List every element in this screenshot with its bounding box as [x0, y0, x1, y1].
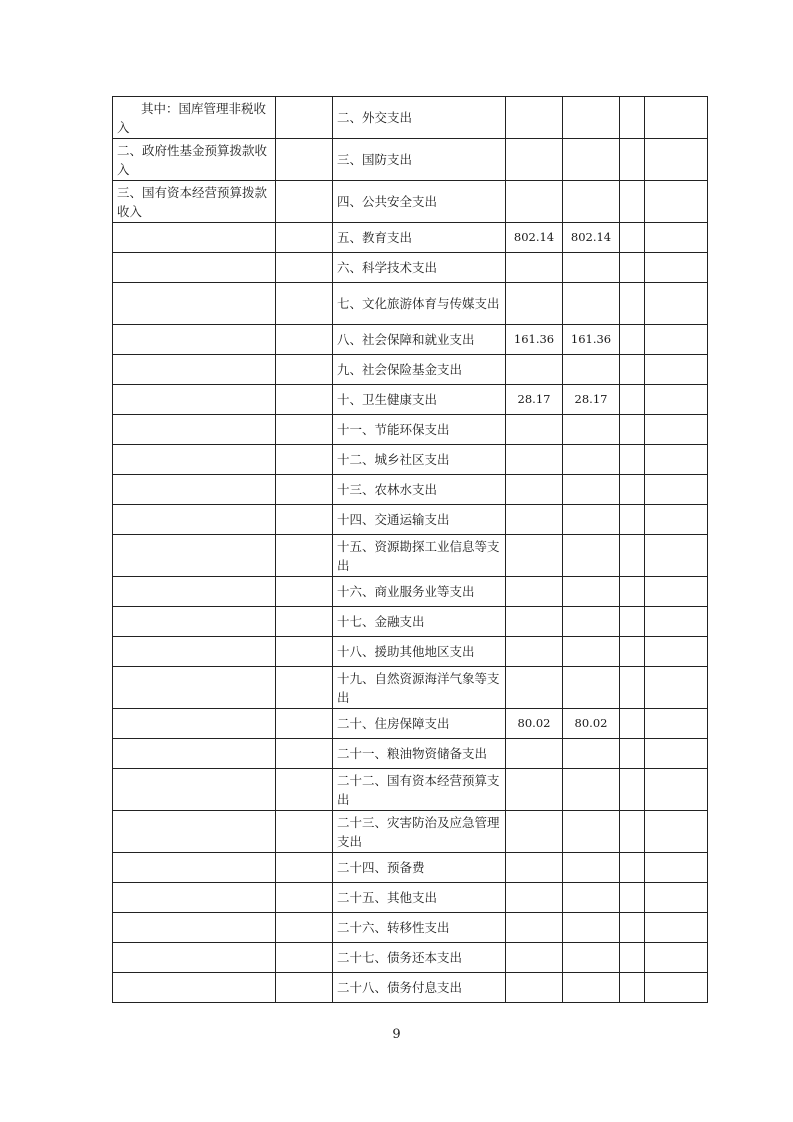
income-item [113, 607, 276, 637]
expense-col7 [645, 853, 708, 883]
expense-total: 28.17 [506, 385, 563, 415]
income-item [113, 883, 276, 913]
table-row [113, 385, 708, 415]
expense-col6 [620, 769, 645, 811]
expense-total [506, 811, 563, 853]
income-item [113, 973, 276, 1003]
table-row [113, 415, 708, 445]
expense-total [506, 355, 563, 385]
table-row [113, 181, 708, 223]
expense-item: 十一、节能环保支出 [333, 415, 506, 445]
expense-col6 [620, 385, 645, 415]
expense-item: 五、教育支出 [333, 223, 506, 253]
income-item [113, 739, 276, 769]
table-row [113, 475, 708, 505]
expense-general-budget [563, 637, 620, 667]
income-item: 三、国有资本经营预算拨款收入 [113, 181, 276, 223]
expense-general-budget [563, 415, 620, 445]
expense-general-budget [563, 739, 620, 769]
table-row [113, 535, 708, 577]
table-row [113, 853, 708, 883]
expense-item: 三、国防支出 [333, 139, 506, 181]
expense-col6 [620, 445, 645, 475]
expense-col6 [620, 973, 645, 1003]
expense-total [506, 943, 563, 973]
expense-col7 [645, 769, 708, 811]
expense-general-budget [563, 667, 620, 709]
table-row [113, 283, 708, 325]
income-amount [276, 223, 333, 253]
income-amount [276, 739, 333, 769]
expense-col7 [645, 139, 708, 181]
income-item [113, 253, 276, 283]
expense-col7 [645, 325, 708, 355]
expense-total: 161.36 [506, 325, 563, 355]
expense-col6 [620, 253, 645, 283]
expense-general-budget [563, 445, 620, 475]
expense-col7 [645, 739, 708, 769]
expense-col7 [645, 475, 708, 505]
expense-col7 [645, 973, 708, 1003]
income-amount [276, 853, 333, 883]
income-amount [276, 475, 333, 505]
expense-col7 [645, 283, 708, 325]
expense-item: 二十七、债务还本支出 [333, 943, 506, 973]
expense-general-budget [563, 811, 620, 853]
income-amount [276, 139, 333, 181]
expense-col7 [645, 607, 708, 637]
expense-item: 二十八、债务付息支出 [333, 973, 506, 1003]
expense-col6 [620, 139, 645, 181]
expense-total [506, 535, 563, 577]
expense-general-budget [563, 607, 620, 637]
expense-general-budget [563, 355, 620, 385]
expense-general-budget [563, 973, 620, 1003]
expense-col6 [620, 97, 645, 139]
income-item [113, 355, 276, 385]
income-item [113, 577, 276, 607]
table-row [113, 445, 708, 475]
expense-total [506, 913, 563, 943]
expense-total [506, 883, 563, 913]
income-amount [276, 667, 333, 709]
income-amount [276, 637, 333, 667]
table-row [113, 973, 708, 1003]
expense-item: 四、公共安全支出 [333, 181, 506, 223]
expense-total [506, 475, 563, 505]
expense-col6 [620, 853, 645, 883]
expense-col6 [620, 577, 645, 607]
expense-item: 二十、住房保障支出 [333, 709, 506, 739]
expense-total [506, 505, 563, 535]
expense-general-budget [563, 883, 620, 913]
expense-col6 [620, 325, 645, 355]
expense-col7 [645, 709, 708, 739]
income-item: 其中：国库管理非税收入 [113, 97, 276, 139]
table-row [113, 637, 708, 667]
expense-col7 [645, 445, 708, 475]
income-amount [276, 325, 333, 355]
expense-col7 [645, 667, 708, 709]
expense-item: 二十四、预备费 [333, 853, 506, 883]
income-amount [276, 973, 333, 1003]
table-row [113, 943, 708, 973]
income-item [113, 283, 276, 325]
expense-total: 80.02 [506, 709, 563, 739]
income-item [113, 853, 276, 883]
income-amount [276, 607, 333, 637]
income-item [113, 475, 276, 505]
income-amount [276, 253, 333, 283]
expense-item: 二十三、灾害防治及应急管理支出 [333, 811, 506, 853]
expense-general-budget: 28.17 [563, 385, 620, 415]
expense-col6 [620, 943, 645, 973]
expense-item: 十二、城乡社区支出 [333, 445, 506, 475]
expense-total [506, 607, 563, 637]
expense-item: 二十五、其他支出 [333, 883, 506, 913]
income-item [113, 811, 276, 853]
expense-item: 二、外交支出 [333, 97, 506, 139]
expense-col7 [645, 181, 708, 223]
expense-col6 [620, 607, 645, 637]
expense-general-budget [563, 475, 620, 505]
income-item [113, 709, 276, 739]
income-amount [276, 913, 333, 943]
table-row [113, 883, 708, 913]
expense-item: 二十二、国有资本经营预算支出 [333, 769, 506, 811]
income-amount [276, 535, 333, 577]
expense-general-budget [563, 577, 620, 607]
expense-general-budget [563, 853, 620, 883]
expense-col6 [620, 283, 645, 325]
expense-total [506, 769, 563, 811]
expense-general-budget: 161.36 [563, 325, 620, 355]
table-row [113, 325, 708, 355]
income-amount [276, 415, 333, 445]
expense-total [506, 181, 563, 223]
expense-general-budget [563, 535, 620, 577]
expense-col6 [620, 709, 645, 739]
income-item [113, 325, 276, 355]
income-item [113, 445, 276, 475]
expense-col7 [645, 97, 708, 139]
expense-total [506, 253, 563, 283]
expense-col7 [645, 355, 708, 385]
table-row [113, 505, 708, 535]
expense-total [506, 973, 563, 1003]
table-row [113, 355, 708, 385]
expense-col7 [645, 415, 708, 445]
expense-total [506, 667, 563, 709]
expense-item: 二十六、转移性支出 [333, 913, 506, 943]
expense-col6 [620, 637, 645, 667]
table-row [113, 709, 708, 739]
expense-col6 [620, 355, 645, 385]
expense-total [506, 415, 563, 445]
expense-col7 [645, 385, 708, 415]
expense-col7 [645, 913, 708, 943]
income-item [113, 667, 276, 709]
income-amount [276, 181, 333, 223]
expense-col7 [645, 883, 708, 913]
expense-general-budget [563, 943, 620, 973]
expense-col6 [620, 415, 645, 445]
table-row [113, 223, 708, 253]
expense-item: 十六、商业服务业等支出 [333, 577, 506, 607]
expense-col6 [620, 667, 645, 709]
expense-col6 [620, 811, 645, 853]
expense-general-budget: 802.14 [563, 223, 620, 253]
expense-total [506, 637, 563, 667]
table-row [113, 607, 708, 637]
income-amount [276, 577, 333, 607]
expense-total [506, 577, 563, 607]
expense-general-budget [563, 139, 620, 181]
expense-general-budget [563, 283, 620, 325]
income-item [113, 535, 276, 577]
expense-col7 [645, 811, 708, 853]
income-item [113, 943, 276, 973]
income-item [113, 637, 276, 667]
table-row [113, 667, 708, 709]
table-row [113, 913, 708, 943]
expense-total [506, 739, 563, 769]
income-amount [276, 883, 333, 913]
expense-total [506, 445, 563, 475]
expense-col6 [620, 883, 645, 913]
expense-col6 [620, 505, 645, 535]
expense-item: 八、社会保障和就业支出 [333, 325, 506, 355]
expense-col7 [645, 943, 708, 973]
expense-total: 802.14 [506, 223, 563, 253]
income-amount [276, 283, 333, 325]
income-item [113, 769, 276, 811]
expense-item: 十三、农林水支出 [333, 475, 506, 505]
expense-item: 十七、金融支出 [333, 607, 506, 637]
page-number: 9 [392, 1027, 401, 1042]
budget-table [112, 96, 708, 1003]
table-row [113, 577, 708, 607]
expense-col6 [620, 181, 645, 223]
expense-item: 六、科学技术支出 [333, 253, 506, 283]
expense-col6 [620, 223, 645, 253]
expense-item: 十九、自然资源海洋气象等支出 [333, 667, 506, 709]
income-amount [276, 943, 333, 973]
income-item: 二、政府性基金预算拨款收入 [113, 139, 276, 181]
expense-col7 [645, 535, 708, 577]
income-item [113, 415, 276, 445]
table-row [113, 769, 708, 811]
expense-item: 十、卫生健康支出 [333, 385, 506, 415]
expense-total [506, 283, 563, 325]
expense-col7 [645, 253, 708, 283]
expense-general-budget [563, 253, 620, 283]
income-amount [276, 811, 333, 853]
income-amount [276, 385, 333, 415]
income-amount [276, 769, 333, 811]
expense-general-budget [563, 769, 620, 811]
expense-total [506, 139, 563, 181]
expense-col6 [620, 913, 645, 943]
expense-general-budget: 80.02 [563, 709, 620, 739]
expense-col6 [620, 739, 645, 769]
income-amount [276, 709, 333, 739]
income-item [113, 223, 276, 253]
expense-col7 [645, 577, 708, 607]
income-amount [276, 355, 333, 385]
expense-total [506, 853, 563, 883]
expense-total [506, 97, 563, 139]
table-row [113, 253, 708, 283]
expense-general-budget [563, 913, 620, 943]
expense-col7 [645, 223, 708, 253]
table-row [113, 97, 708, 139]
expense-item: 十八、援助其他地区支出 [333, 637, 506, 667]
expense-general-budget [563, 181, 620, 223]
expense-item: 十四、交通运输支出 [333, 505, 506, 535]
income-item [113, 913, 276, 943]
expense-col6 [620, 475, 645, 505]
expense-general-budget [563, 97, 620, 139]
expense-item: 九、社会保险基金支出 [333, 355, 506, 385]
table-row [113, 139, 708, 181]
income-amount [276, 505, 333, 535]
expense-col7 [645, 505, 708, 535]
table-row [113, 739, 708, 769]
income-amount [276, 97, 333, 139]
income-item [113, 505, 276, 535]
expense-general-budget [563, 505, 620, 535]
expense-item: 十五、资源勘探工业信息等支出 [333, 535, 506, 577]
expense-col6 [620, 535, 645, 577]
expense-item: 七、文化旅游体育与传媒支出 [333, 283, 506, 325]
income-item [113, 385, 276, 415]
expense-item: 二十一、粮油物资储备支出 [333, 739, 506, 769]
table-row [113, 811, 708, 853]
expense-col7 [645, 637, 708, 667]
income-amount [276, 445, 333, 475]
